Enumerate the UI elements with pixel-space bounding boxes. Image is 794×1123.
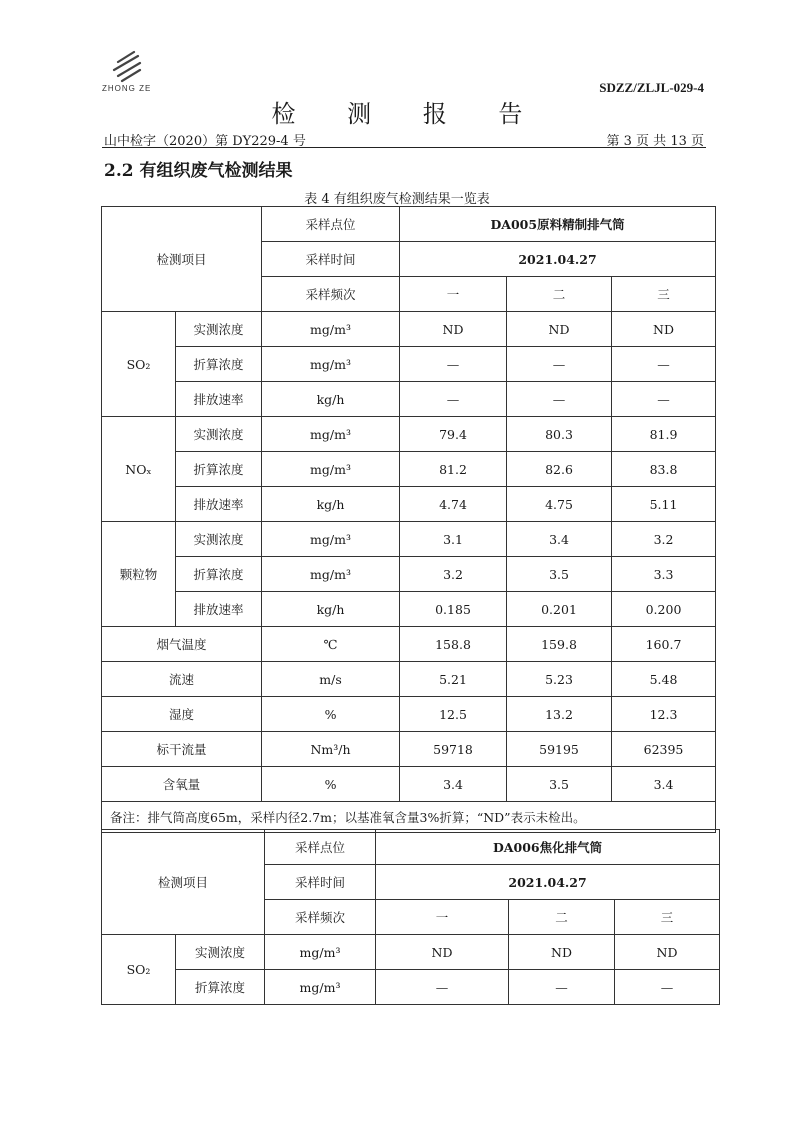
- item-header: 检测项目: [102, 830, 265, 935]
- data-row: [102, 767, 716, 802]
- data-row: [102, 312, 716, 347]
- measure-item: 实测浓度: [176, 417, 262, 452]
- value-cell: —: [400, 347, 507, 382]
- value-cell: 3.4: [400, 767, 507, 802]
- report-title: 检 测 报 告: [271, 100, 545, 128]
- frequency-3: 三: [615, 900, 720, 935]
- value-cell: 13.2: [507, 697, 612, 732]
- header-divider: [102, 147, 706, 148]
- measure-item: 标干流量: [102, 732, 262, 767]
- value-cell: 3.1: [400, 522, 507, 557]
- sampling-point-value: DA006焦化排气筒: [376, 830, 720, 865]
- value-cell: ND: [615, 935, 720, 970]
- value-cell: ND: [612, 312, 716, 347]
- measure-item: 实测浓度: [176, 312, 262, 347]
- data-row: [102, 935, 720, 970]
- value-cell: ND: [507, 312, 612, 347]
- value-cell: 5.11: [612, 487, 716, 522]
- value-cell: 0.185: [400, 592, 507, 627]
- value-cell: 5.21: [400, 662, 507, 697]
- frequency-3: 三: [612, 277, 716, 312]
- value-cell: ND: [376, 935, 509, 970]
- value-cell: 0.201: [507, 592, 612, 627]
- value-cell: 5.23: [507, 662, 612, 697]
- measure-item: 含氧量: [102, 767, 262, 802]
- measure-item: 湿度: [102, 697, 262, 732]
- data-row: [102, 382, 716, 417]
- sampling-point-value: DA005原料精制排气筒: [400, 207, 716, 242]
- measure-item: 实测浓度: [176, 522, 262, 557]
- value-cell: 160.7: [612, 627, 716, 662]
- results-table-da005: [101, 206, 716, 833]
- sampling-frequency-label: 采样频次: [262, 277, 400, 312]
- note-row: [102, 802, 716, 833]
- measure-item: 实测浓度: [176, 935, 265, 970]
- sampling-time-label: 采样时间: [265, 865, 376, 900]
- unit: ℃: [262, 627, 400, 662]
- sampling-frequency-label: 采样频次: [265, 900, 376, 935]
- unit: mg/m³: [265, 970, 376, 1005]
- sampling-point-label: 采样点位: [262, 207, 400, 242]
- value-cell: —: [376, 970, 509, 1005]
- measure-item: 流速: [102, 662, 262, 697]
- value-cell: 3.5: [507, 767, 612, 802]
- value-cell: 83.8: [612, 452, 716, 487]
- table-caption: 表 4 有组织废气检测结果一览表: [304, 192, 490, 207]
- measure-item: 折算浓度: [176, 452, 262, 487]
- results-table-da006: [101, 829, 720, 1005]
- unit: kg/h: [262, 487, 400, 522]
- data-row: [102, 662, 716, 697]
- data-row: [102, 627, 716, 662]
- value-cell: 4.75: [507, 487, 612, 522]
- frequency-2: 二: [507, 277, 612, 312]
- value-cell: 79.4: [400, 417, 507, 452]
- header-row: [102, 830, 720, 865]
- data-row: [102, 487, 716, 522]
- unit: mg/m³: [262, 312, 400, 347]
- table-note: 备注：排气筒高度65m，采样内径2.7m；以基准氧含量3%折算；“ND”表示未检出。: [102, 802, 716, 833]
- value-cell: 3.3: [612, 557, 716, 592]
- frequency-1: 一: [400, 277, 507, 312]
- sampling-time-value: 2021.04.27: [376, 865, 720, 900]
- page-number: 第 3 页 共 13 页: [606, 134, 704, 149]
- unit: kg/h: [262, 592, 400, 627]
- value-cell: 3.5: [507, 557, 612, 592]
- data-row: [102, 347, 716, 382]
- unit: mg/m³: [262, 417, 400, 452]
- unit: mg/m³: [262, 557, 400, 592]
- measure-item: 排放速率: [176, 487, 262, 522]
- measure-item: 折算浓度: [176, 557, 262, 592]
- item-header: 检测项目: [102, 207, 262, 312]
- unit: kg/h: [262, 382, 400, 417]
- value-cell: 12.5: [400, 697, 507, 732]
- measure-item: 排放速率: [176, 382, 262, 417]
- sampling-time-label: 采样时间: [262, 242, 400, 277]
- value-cell: —: [400, 382, 507, 417]
- unit: mg/m³: [262, 452, 400, 487]
- value-cell: 62395: [612, 732, 716, 767]
- value-cell: —: [507, 347, 612, 382]
- value-cell: 81.9: [612, 417, 716, 452]
- value-cell: —: [612, 382, 716, 417]
- value-cell: —: [507, 382, 612, 417]
- measure-item: 烟气温度: [102, 627, 262, 662]
- unit: mg/m³: [262, 522, 400, 557]
- value-cell: ND: [509, 935, 615, 970]
- frequency-2: 二: [509, 900, 615, 935]
- value-cell: 82.6: [507, 452, 612, 487]
- report-reference-number: 山中检字（2020）第 DY229-4 号: [104, 134, 306, 149]
- logo-text: ZHONG ZE: [102, 84, 152, 93]
- header-row: [102, 207, 716, 242]
- value-cell: 3.2: [612, 522, 716, 557]
- measure-item: 折算浓度: [176, 970, 265, 1005]
- section-title: 2.2 有组织废气检测结果: [104, 161, 293, 181]
- value-cell: 59718: [400, 732, 507, 767]
- sampling-point-label: 采样点位: [265, 830, 376, 865]
- measure-item: 排放速率: [176, 592, 262, 627]
- document-code: SDZZ/ZLJL-029-4: [599, 80, 704, 95]
- sampling-time-value: 2021.04.27: [400, 242, 716, 277]
- pollutant-name: SO₂: [102, 935, 176, 1005]
- pollutant-name: 颗粒物: [102, 522, 176, 627]
- value-cell: 158.8: [400, 627, 507, 662]
- data-row: [102, 557, 716, 592]
- measure-item: 折算浓度: [176, 347, 262, 382]
- value-cell: 12.3: [612, 697, 716, 732]
- data-row: [102, 970, 720, 1005]
- value-cell: 80.3: [507, 417, 612, 452]
- unit: mg/m³: [262, 347, 400, 382]
- data-row: [102, 732, 716, 767]
- unit: %: [262, 767, 400, 802]
- data-row: [102, 452, 716, 487]
- unit: m/s: [262, 662, 400, 697]
- value-cell: 4.74: [400, 487, 507, 522]
- data-row: [102, 417, 716, 452]
- value-cell: 81.2: [400, 452, 507, 487]
- value-cell: 159.8: [507, 627, 612, 662]
- pollutant-name: NOₓ: [102, 417, 176, 522]
- value-cell: ND: [400, 312, 507, 347]
- pollutant-name: SO₂: [102, 312, 176, 417]
- value-cell: 0.200: [612, 592, 716, 627]
- value-cell: 3.2: [400, 557, 507, 592]
- value-cell: —: [509, 970, 615, 1005]
- data-row: [102, 697, 716, 732]
- frequency-1: 一: [376, 900, 509, 935]
- data-row: [102, 522, 716, 557]
- unit: mg/m³: [265, 935, 376, 970]
- data-row: [102, 592, 716, 627]
- value-cell: 59195: [507, 732, 612, 767]
- unit: Nm³/h: [262, 732, 400, 767]
- unit: %: [262, 697, 400, 732]
- value-cell: 5.48: [612, 662, 716, 697]
- value-cell: 3.4: [612, 767, 716, 802]
- value-cell: 3.4: [507, 522, 612, 557]
- value-cell: —: [612, 347, 716, 382]
- value-cell: —: [615, 970, 720, 1005]
